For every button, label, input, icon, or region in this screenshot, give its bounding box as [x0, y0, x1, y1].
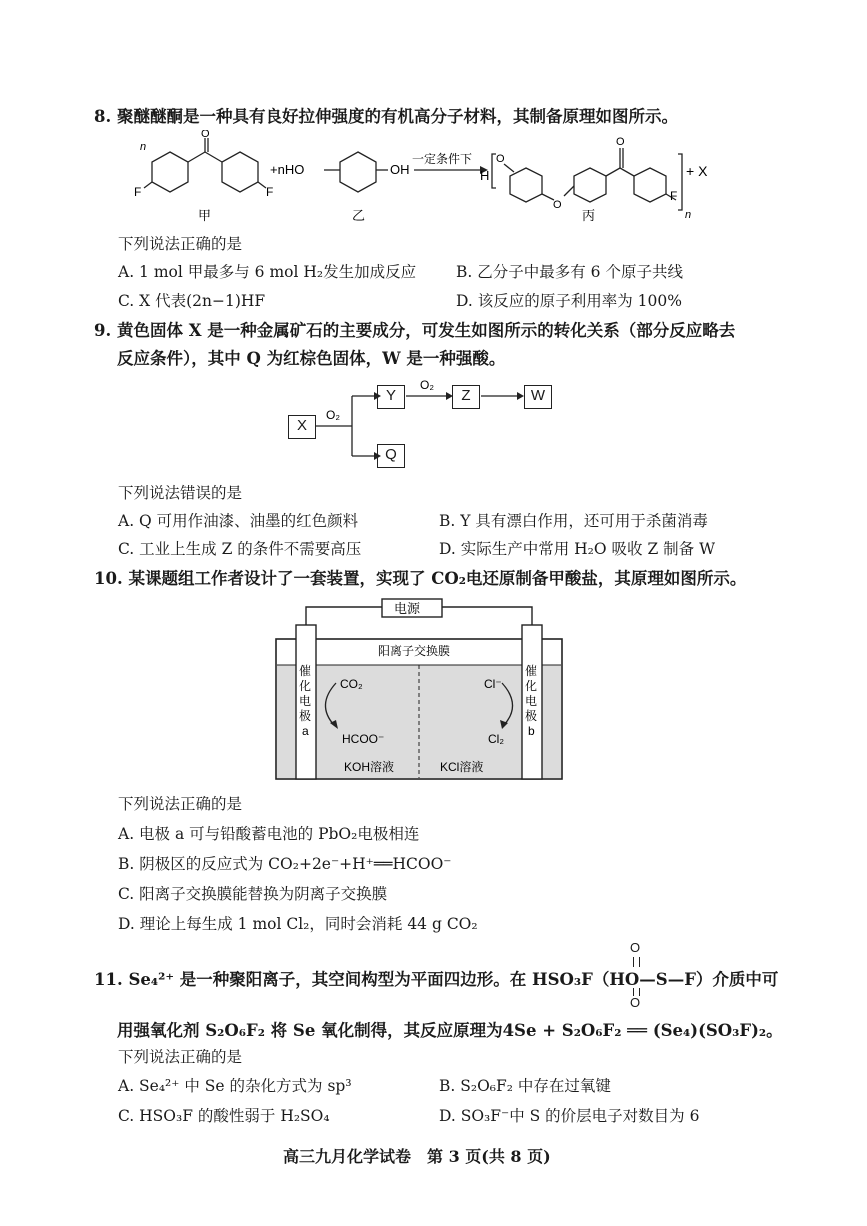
- label-bing: 丙: [582, 208, 596, 223]
- compound-bing-structure: [504, 148, 676, 202]
- flow-box-w: W: [524, 385, 552, 409]
- flow-box-y: Y: [377, 385, 405, 409]
- q11-prompt: 下列说法正确的是: [118, 1048, 243, 1066]
- electrode-a-char5: a: [302, 724, 309, 738]
- q9-stem-line1: 9. 黄色固体 X 是一种金属矿石的主要成分，可发生如图所示的转化关系（部分反应略去: [94, 321, 736, 340]
- electrode-b-char2: 化: [525, 679, 538, 693]
- q8-option-b: B. 乙分子中最多有 6 个原子共线: [456, 263, 683, 281]
- q11-struct-o-top: O: [630, 940, 641, 955]
- power-supply-label: 电源: [394, 601, 421, 616]
- q11-option-d: D. SO₃F⁻中 S 的价层电子对数目为 6: [439, 1107, 700, 1125]
- q8-prompt: 下列说法正确的是: [118, 235, 243, 253]
- q9-option-a: A. Q 可用作油漆、油墨的红色颜料: [118, 512, 359, 530]
- q11-option-c: C. HSO₃F 的酸性弱于 H₂SO₄: [118, 1107, 330, 1125]
- flow-o2-second: O₂: [420, 378, 434, 392]
- polymer-h: H: [480, 168, 490, 183]
- q11-option-a: A. Se₄²⁺ 中 Se 的杂化方式为 sp³: [118, 1077, 352, 1095]
- q8-option-a: A. 1 mol 甲最多与 6 mol H₂发生加成反应: [118, 263, 417, 281]
- species-cl2: Cl₂: [488, 732, 504, 746]
- electrode-a-char1: 催: [299, 664, 312, 678]
- q10-prompt: 下列说法正确的是: [118, 795, 243, 813]
- q10-stem: 10. 某课题组工作者设计了一套装置，实现了 CO₂电还原制备甲酸盐，其原理如图所示。: [94, 569, 747, 588]
- q8-reaction-scheme: [130, 130, 730, 230]
- flow-o2-first: O₂: [326, 408, 340, 422]
- compound-jia-n: n: [140, 141, 147, 153]
- compound-jia-f-left: F: [134, 185, 142, 199]
- compound-yi-structure: [324, 152, 388, 192]
- compound-jia-o: O: [201, 130, 210, 140]
- reaction-condition: 一定条件下: [412, 152, 473, 166]
- q10-option-c: C. 阳离子交换膜能替换为阴离子交换膜: [118, 885, 388, 903]
- electrode-b-char1: 催: [525, 664, 538, 678]
- q8-stem: 8. 聚醚醚酮是一种具有良好拉伸强度的有机高分子材料，其制备原理如图所示。: [94, 107, 678, 126]
- q8-option-d: D. 该反应的原子利用率为 100%: [456, 292, 682, 310]
- q9-prompt: 下列说法错误的是: [118, 484, 243, 502]
- compound-jia-structure: [144, 138, 266, 192]
- polymer-n: n: [685, 209, 692, 221]
- q9-option-d: D. 实际生产中常用 H₂O 吸收 Z 制备 W: [439, 540, 716, 558]
- q11-stem-line1: 11. Se₄²⁺ 是一种聚阳离子，其空间构型为平面四边形。在 HSO₃F（HO—S—F）介质中可: [94, 970, 779, 989]
- species-co2: CO₂: [340, 677, 363, 691]
- q9-option-c: C. 工业上生成 Z 的条件不需要高压: [118, 540, 362, 558]
- solution-kcl: KCl溶液: [440, 760, 484, 774]
- polymer-f: F: [670, 189, 678, 203]
- q11-struct-o-bottom: O: [630, 995, 641, 1010]
- q9-stem-line2: 反应条件），其中 Q 为红棕色固体，W 是一种强酸。: [117, 349, 506, 368]
- membrane-label: 阳离子交换膜: [378, 644, 451, 658]
- q11-stem-line2: 用强氧化剂 S₂O₆F₂ 将 Se 氧化制得，其反应原理为4Se + S₂O₆F₂ ══ (Se₄)(SO₃F)₂。: [117, 1021, 783, 1040]
- q10-option-d: D. 理论上每生成 1 mol Cl₂，同时会消耗 44 g CO₂: [118, 915, 478, 933]
- label-yi: 乙: [352, 208, 366, 223]
- compound-yi-oh: OH: [390, 162, 410, 177]
- electrode-b-char3: 电: [525, 694, 538, 708]
- q11-option-b: B. S₂O₆F₂ 中存在过氧键: [439, 1077, 611, 1095]
- q10-option-a: A. 电极 a 可与铅酸蓄电池的 PbO₂电极相连: [118, 825, 420, 843]
- page-footer: 高三九月化学试卷 第 3 页(共 8 页): [283, 1147, 551, 1166]
- flow-box-x: X: [288, 415, 316, 439]
- electrode-a-char2: 化: [299, 679, 312, 693]
- polymer-o1: O: [496, 153, 505, 165]
- byproduct-x: + X: [686, 163, 708, 179]
- compound-jia-f-right: F: [266, 185, 274, 199]
- q10-option-b: B. 阴极区的反应式为 CO₂+2e⁻+H⁺══HCOO⁻: [118, 855, 452, 873]
- electrode-b-char4: 极: [525, 709, 538, 723]
- solution-koh: KOH溶液: [344, 760, 395, 774]
- q9-flow-arrows: [280, 370, 570, 480]
- electrode-b-char5: b: [528, 724, 535, 738]
- flow-box-z: Z: [452, 385, 480, 409]
- electrode-a-char3: 电: [299, 694, 312, 708]
- q8-option-c: C. X 代表(2n−1)HF: [118, 292, 266, 310]
- q9-option-b: B. Y 具有漂白作用，还可用于杀菌消毒: [439, 512, 708, 530]
- species-hcoo: HCOO⁻: [342, 732, 385, 746]
- polymer-o2: O: [553, 199, 562, 211]
- q10-electrolysis-device: [270, 595, 570, 785]
- electrode-a-char4: 极: [299, 709, 312, 723]
- species-cl-ion: Cl⁻: [484, 677, 502, 691]
- label-jia: 甲: [198, 208, 212, 223]
- polymer-o3: O: [616, 136, 625, 148]
- flow-box-q: Q: [377, 444, 405, 468]
- reagent-yi-prefix: +nHO: [270, 162, 305, 177]
